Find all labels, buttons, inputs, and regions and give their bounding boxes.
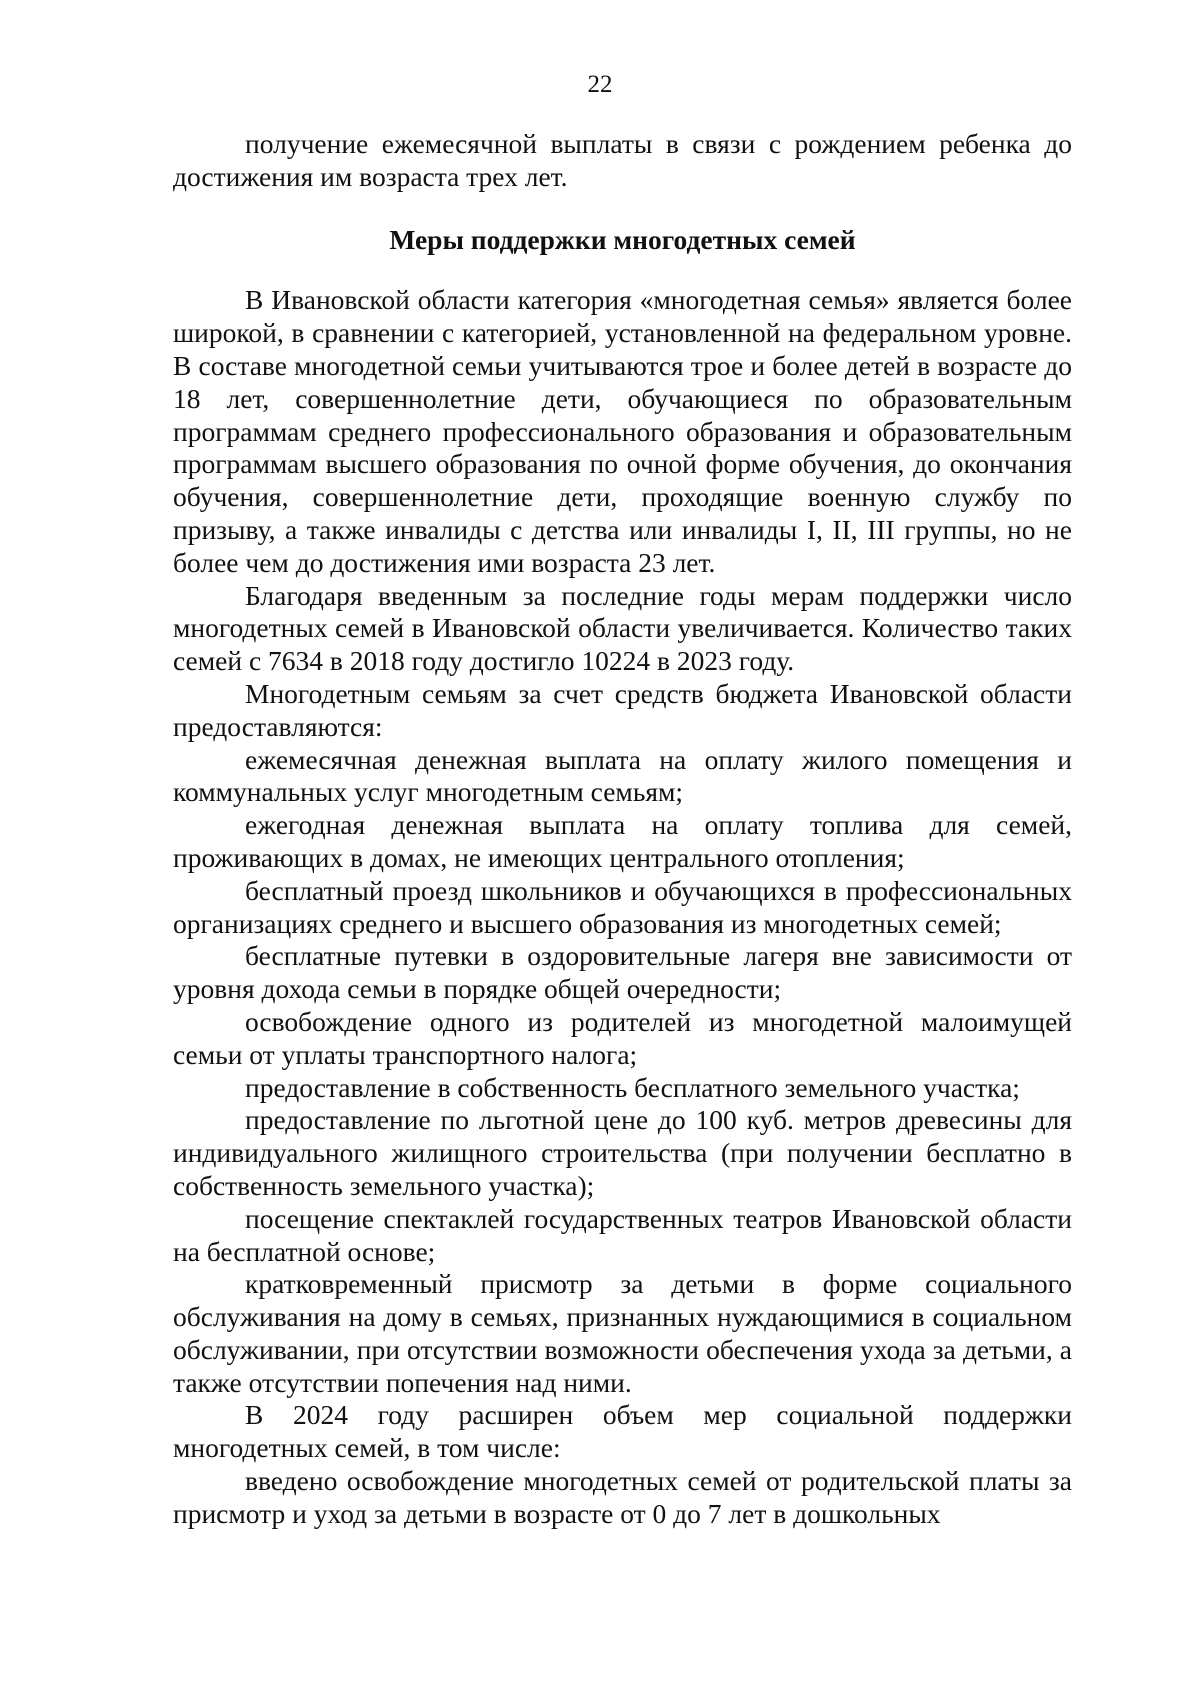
- list-item: ежемесячная денежная выплата на оплату жилого помещения и коммунальных услуг многодетным семьям;: [173, 743, 1072, 808]
- list-item: кратковременный присмотр за детьми в форме социального обслуживания на дому в семьях, признанных нуждающимися в социальном обслуживании, при отсутствии возможности обеспечения ухода за детьми, а также отсутствии попечения над ними.: [173, 1268, 1072, 1398]
- paragraph-2024-expansion: В 2024 году расширен объем мер социальной поддержки многодетных семей, в том числе:: [173, 1399, 1072, 1464]
- section-heading: Меры поддержки многодетных семей: [389, 223, 856, 255]
- paragraph-intro: получение ежемесячной выплаты в связи с рождением ребенка до достижения им возраста трех лет.: [173, 128, 1072, 192]
- paragraph-family-count: Благодаря введенным за последние годы мерам поддержки число многодетных семей в Ивановской области увеличивается. Количество таких семей с 7634 в 2018 году достигло 10224 в 2023 году.: [173, 579, 1072, 677]
- list-item: предоставление в собственность бесплатного земельного участка;: [245, 1071, 1020, 1103]
- list-item: предоставление по льготной цене до 100 куб. метров древесины для индивидуального жилищного строительства (при получении бесплатно в собственность земельного участка);: [173, 1104, 1072, 1201]
- list-item: бесплатные путевки в оздоровительные лагеря вне зависимости от уровня дохода семьи в порядке общей очередности;: [173, 940, 1072, 1005]
- list-item: бесплатный проезд школьников и обучающихся в профессиональных организациях среднего и высшего образования из многодетных семей;: [173, 874, 1072, 939]
- paragraph-fee-exemption: введено освобождение многодетных семей от родительской платы за присмотр и уход за детьми в возрасте от 0 до 7 лет в дошкольных: [173, 1465, 1072, 1529]
- page-number: 22: [587, 71, 613, 98]
- paragraph-category-definition: В Ивановской области категория «многодетная семья» является более широкой, в сравнении с категорией, установленной на федеральном уровне. В составе многодетной семьи учитываются трое и более детей в возрасте до 18 лет, совершеннолетние дети, обучающиеся по образовательным программам среднего профессионального образования и образовательным программам высшего образования по очной форме обучения, до окончания обучения, совершеннолетние дети, проходящие военную службу по призыву, а также инвалиды с детства или инвалиды I, II, III группы, но не более чем до достижения ими возраста 23 лет.: [173, 284, 1072, 578]
- list-item: ежегодная денежная выплата на оплату топлива для семей, проживающих в домах, не имеющих центрального отопления;: [173, 809, 1072, 873]
- paragraph-support-intro: Многодетным семьям за счет средств бюджета Ивановской области предоставляются:: [173, 677, 1072, 742]
- document-body: [173, 128, 1072, 1531]
- list-item: освобождение одного из родителей из многодетной малоимущей семьи от уплаты транспортного налога;: [173, 1005, 1072, 1070]
- list-item: посещение спектаклей государственных театров Ивановской области на бесплатной основе;: [173, 1202, 1072, 1267]
